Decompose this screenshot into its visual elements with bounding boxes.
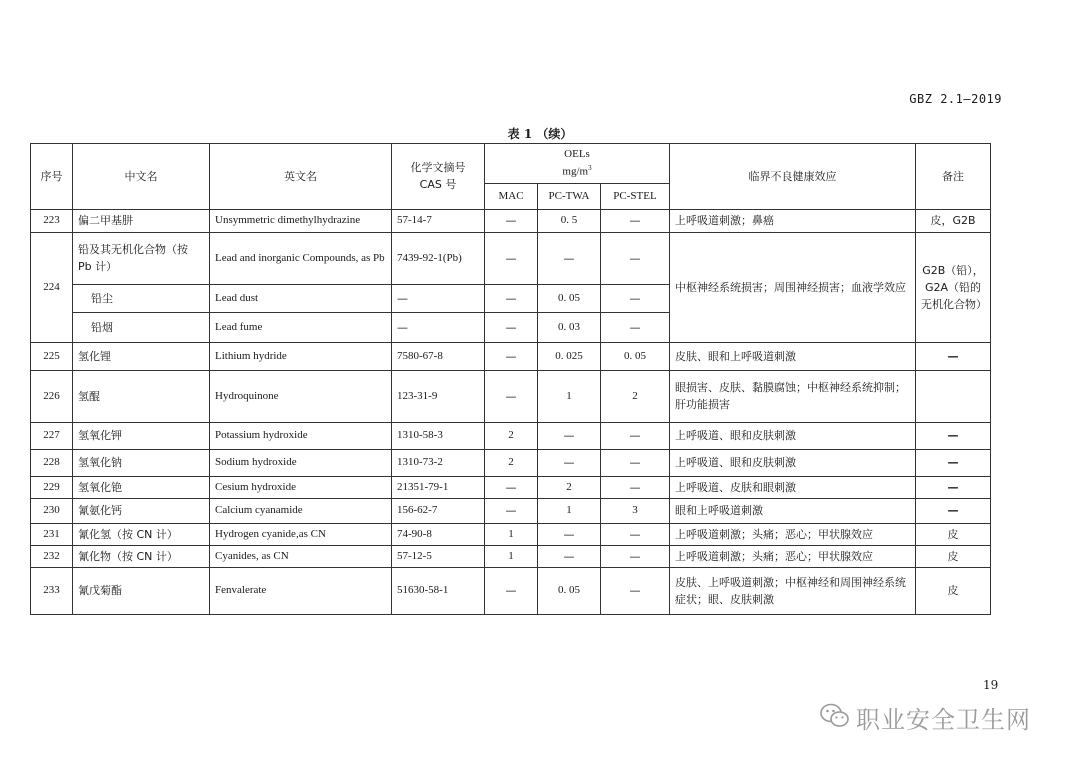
header-notes: 备注 (916, 144, 991, 210)
row-no: 226 (31, 370, 73, 422)
row-pc-twa: 0. 05 (538, 284, 601, 312)
row-pc-twa: — (538, 545, 601, 567)
row-cas: 7439-92-1(Pb) (392, 232, 485, 284)
row-effect: 皮肤、上呼吸道刺激；中枢神经和周围神经系统症状；眼、皮肤刺激 (670, 567, 916, 614)
row-pc-stel: — (601, 449, 670, 476)
row-cas: 51630-58-1 (392, 567, 485, 614)
row-en-name: Lead fume (210, 312, 392, 342)
row-note: — (916, 449, 991, 476)
row-pc-twa: 1 (538, 370, 601, 422)
row-cn-name: 氢化锂 (73, 342, 210, 370)
table-row (31, 523, 991, 545)
watermark-text: 职业安全卫生网 (856, 706, 1031, 734)
row-cn-name: 铅尘 (73, 284, 210, 312)
row-mac: 2 (485, 422, 538, 449)
header-cn-name: 中文名 (73, 144, 210, 210)
row-mac: 1 (485, 545, 538, 567)
row-cn-name: 氢氧化钾 (73, 422, 210, 449)
table-row (31, 567, 991, 614)
row-no: 224 (31, 232, 73, 342)
row-effect: 上呼吸道刺激；头痛；恶心；甲状腺效应 (670, 523, 916, 545)
row-cn-name: 氰氨化钙 (73, 498, 210, 523)
table-row (31, 209, 991, 232)
row-en-name: Fenvalerate (210, 567, 392, 614)
row-pc-twa: 1 (538, 498, 601, 523)
row-note: 皮 (916, 567, 991, 614)
row-mac: 2 (485, 449, 538, 476)
table-row (31, 498, 991, 523)
row-pc-twa: 0. 5 (538, 209, 601, 232)
row-effect: 中枢神经系统损害；周围神经损害；血液学效应 (670, 232, 916, 342)
row-note (916, 370, 991, 422)
row-en-name: Lead dust (210, 284, 392, 312)
row-cas: — (392, 312, 485, 342)
row-note: G2B（铅），G2A（铅的无机化合物） (916, 232, 991, 342)
row-pc-stel: — (601, 312, 670, 342)
row-en-name: Sodium hydroxide (210, 449, 392, 476)
row-cn-name: 氰化氢（按 CN 计） (73, 523, 210, 545)
row-mac: 1 (485, 523, 538, 545)
row-mac: — (485, 284, 538, 312)
row-effect: 皮肤、眼和上呼吸道刺激 (670, 342, 916, 370)
row-cas: 156-62-7 (392, 498, 485, 523)
table-row (31, 476, 991, 498)
row-mac: — (485, 370, 538, 422)
row-en-name: Unsymmetric dimethylhydrazine (210, 209, 392, 232)
row-cas: 57-12-5 (392, 545, 485, 567)
row-note: 皮，G2B (916, 209, 991, 232)
row-mac: — (485, 567, 538, 614)
row-pc-stel: 2 (601, 370, 670, 422)
row-en-name: Cesium hydroxide (210, 476, 392, 498)
header-mac: MAC (485, 183, 538, 209)
table-row (31, 545, 991, 567)
header-pc-stel: PC-STEL (601, 183, 670, 209)
row-mac: — (485, 232, 538, 284)
page-number: 19 (983, 678, 999, 692)
row-effect: 上呼吸道、皮肤和眼刺激 (670, 476, 916, 498)
header-oels (485, 144, 670, 184)
row-mac: — (485, 342, 538, 370)
header-cas (392, 144, 485, 210)
row-cas: 7580-67-8 (392, 342, 485, 370)
row-pc-stel: — (601, 567, 670, 614)
row-no: 229 (31, 476, 73, 498)
row-no: 231 (31, 523, 73, 545)
row-cas: 123-31-9 (392, 370, 485, 422)
row-cas: 57-14-7 (392, 209, 485, 232)
row-en-name: Cyanides, as CN (210, 545, 392, 567)
row-pc-twa: — (538, 422, 601, 449)
row-no: 225 (31, 342, 73, 370)
row-pc-twa: — (538, 523, 601, 545)
row-cas: 1310-73-2 (392, 449, 485, 476)
row-effect: 上呼吸道刺激；鼻癌 (670, 209, 916, 232)
row-pc-stel: — (601, 545, 670, 567)
row-effect: 上呼吸道、眼和皮肤刺激 (670, 449, 916, 476)
table-row (31, 422, 991, 449)
row-pc-twa: 0. 03 (538, 312, 601, 342)
wechat-icon (820, 703, 850, 733)
row-pc-stel: 3 (601, 498, 670, 523)
row-pc-stel: — (601, 232, 670, 284)
row-effect: 上呼吸道、眼和皮肤刺激 (670, 422, 916, 449)
row-en-name: Potassium hydroxide (210, 422, 392, 449)
row-cas: 74-90-8 (392, 523, 485, 545)
row-no: 227 (31, 422, 73, 449)
header-effects: 临界不良健康效应 (670, 144, 916, 210)
standard-code: GBZ 2.1—2019 (909, 92, 1002, 106)
row-pc-twa: 2 (538, 476, 601, 498)
header-oels-unit: $mg/m^3$ (562, 164, 592, 178)
row-cn-name: 氢氧化钠 (73, 449, 210, 476)
row-en-name: Lead and inorganic Compounds, as Pb (210, 232, 392, 284)
row-mac: — (485, 312, 538, 342)
row-cn-name: 氰戊菊酯 (73, 567, 210, 614)
row-pc-twa: — (538, 449, 601, 476)
row-cn-name: 氢氧化铯 (73, 476, 210, 498)
row-pc-stel: — (601, 422, 670, 449)
header-oels-label: OELs (564, 148, 590, 160)
header-pc-twa: PC-TWA (538, 183, 601, 209)
row-pc-twa: 0. 05 (538, 567, 601, 614)
row-pc-twa: — (538, 232, 601, 284)
row-pc-stel: 0. 05 (601, 342, 670, 370)
table-row (31, 370, 991, 422)
row-mac: — (485, 498, 538, 523)
row-note: 皮 (916, 545, 991, 567)
row-cn-name: 铅及其无机化合物（按 Pb 计） (73, 232, 210, 284)
row-en-name: Calcium cyanamide (210, 498, 392, 523)
row-cn-name: 偏二甲基肼 (73, 209, 210, 232)
row-effect: 眼损害、皮肤、黏膜腐蚀；中枢神经系统抑制；肝功能损害 (670, 370, 916, 422)
header-en-name: 英文名 (210, 144, 392, 210)
row-no: 232 (31, 545, 73, 567)
row-cn-name: 氰化物（按 CN 计） (73, 545, 210, 567)
row-no: 233 (31, 567, 73, 614)
row-note: — (916, 422, 991, 449)
oel-table (30, 143, 991, 615)
row-pc-stel: — (601, 209, 670, 232)
table-row (31, 449, 991, 476)
row-effect: 眼和上呼吸道刺激 (670, 498, 916, 523)
table-title: 表 1 （续） (507, 127, 573, 141)
row-en-name: Hydrogen cyanide,as CN (210, 523, 392, 545)
table-row (31, 232, 991, 284)
row-en-name: Hydroquinone (210, 370, 392, 422)
row-no: 230 (31, 498, 73, 523)
row-pc-stel: — (601, 284, 670, 312)
row-cas: 21351-79-1 (392, 476, 485, 498)
row-mac: — (485, 476, 538, 498)
row-pc-stel: — (601, 523, 670, 545)
row-pc-twa: 0. 025 (538, 342, 601, 370)
row-cn-name: 氢醌 (73, 370, 210, 422)
header-no: 序号 (31, 144, 73, 210)
header-cas-line1: 化学文摘号 (410, 161, 466, 175)
watermark (820, 700, 1031, 735)
row-en-name: Lithium hydride (210, 342, 392, 370)
row-mac: — (485, 209, 538, 232)
row-note: — (916, 342, 991, 370)
row-cas: 1310-58-3 (392, 422, 485, 449)
row-note: — (916, 476, 991, 498)
table-row (31, 342, 991, 370)
row-note: 皮 (916, 523, 991, 545)
row-note: — (916, 498, 991, 523)
header-cas-line2: CAS 号 (419, 178, 457, 192)
row-pc-stel: — (601, 476, 670, 498)
row-no: 228 (31, 449, 73, 476)
row-no: 223 (31, 209, 73, 232)
row-cn-name: 铅烟 (73, 312, 210, 342)
row-cas: — (392, 284, 485, 312)
row-effect: 上呼吸道刺激；头痛；恶心；甲状腺效应 (670, 545, 916, 567)
